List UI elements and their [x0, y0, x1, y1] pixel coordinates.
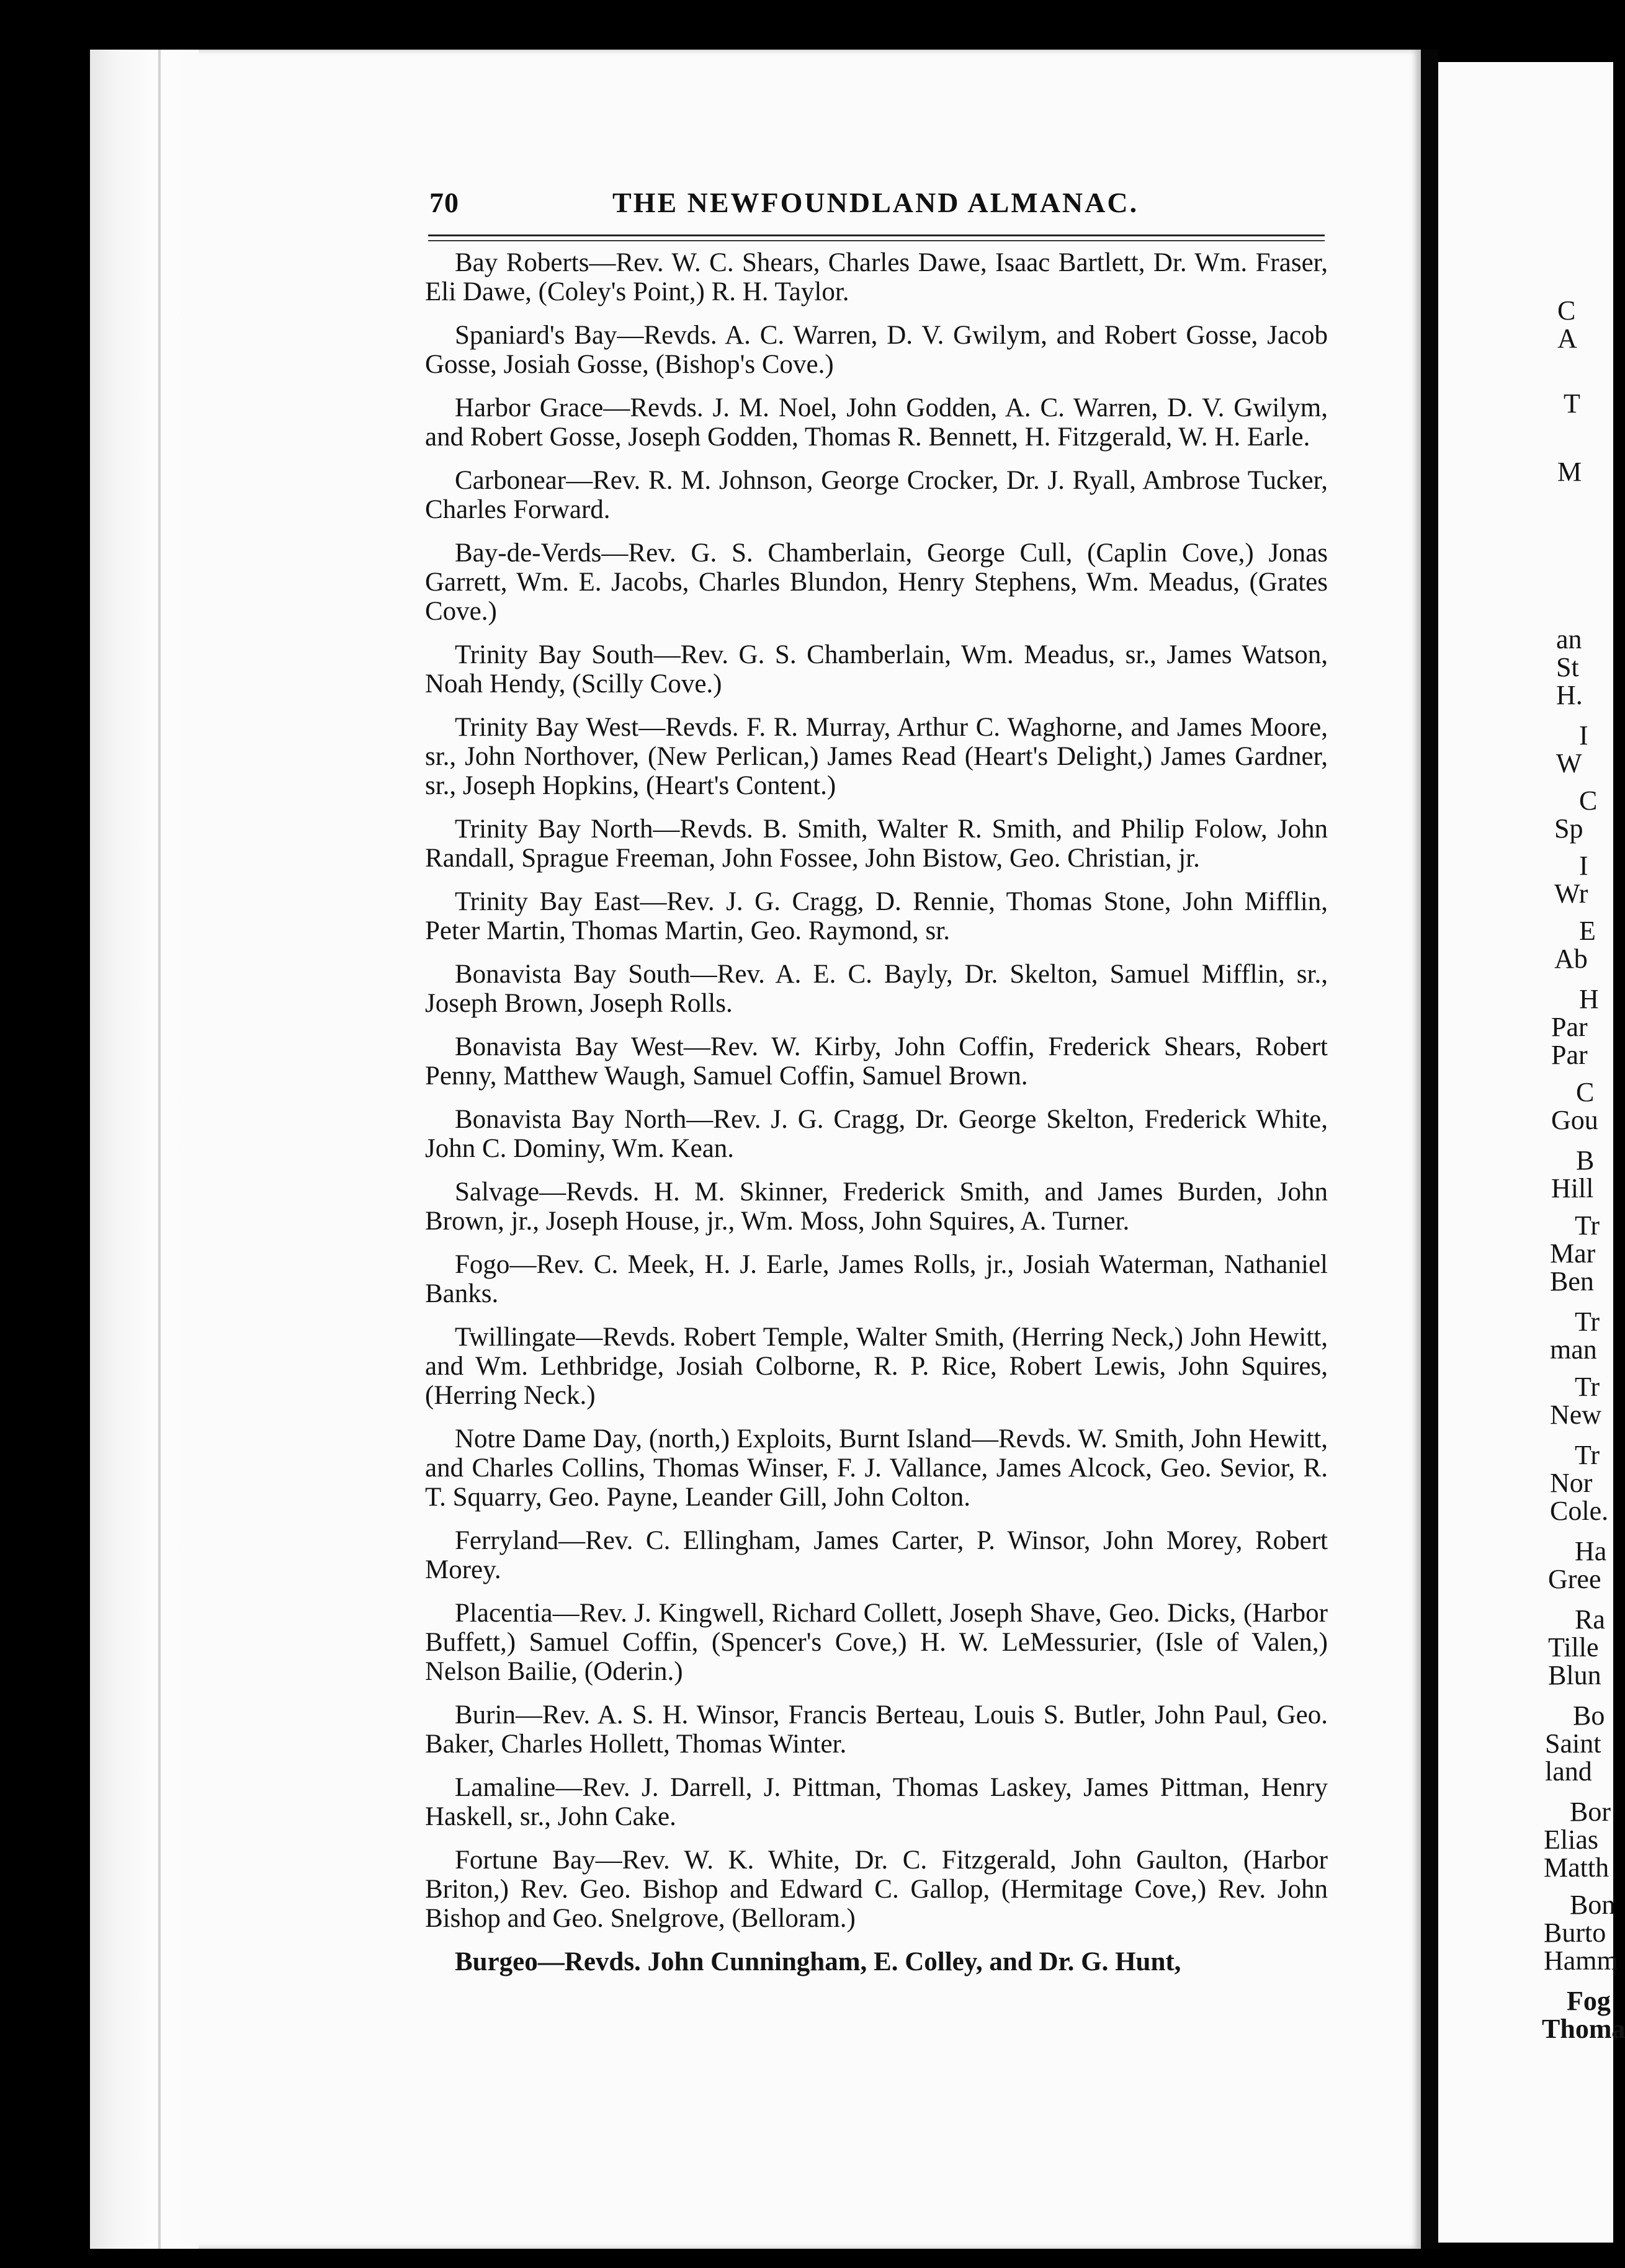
- facing-fragment: Bor: [1570, 1797, 1611, 1827]
- district-entry: Notre Dame Day, (north,) Exploits, Burnt Island—Revds. W. Smith, John Hewitt, and Charles Collins, Thomas Winser, F. J. Vallance, James Alcock, Geo. Sevior, R. T. Squarry, Geo. Payne, Leander Gill, John Colton.: [425, 1424, 1328, 1512]
- page-edge-line: [158, 50, 161, 2249]
- district-entry: Trinity Bay West—Revds. F. R. Murray, Arthur C. Waghorne, and James Moore, sr., John Northover, (New Perlican,) James Read (Heart's Delight,) James Gardner, sr., Joseph Hopkins, (Heart's Content.): [425, 713, 1328, 800]
- facing-fragment: Sp: [1554, 813, 1583, 844]
- page-number: 70: [429, 187, 459, 218]
- district-entry: Trinity Bay North—Revds. B. Smith, Walter R. Smith, and Philip Folow, John Randall, Sprague Freeman, John Fossee, John Bistow, Geo. Christian, jr.: [425, 815, 1328, 873]
- facing-fragment: Par: [1551, 1040, 1588, 1070]
- district-entry: Burin—Rev. A. S. H. Winsor, Francis Berteau, Louis S. Butler, John Paul, Geo. Baker, Charles Hollett, Thomas Winter.: [425, 1700, 1328, 1759]
- facing-fragment: Burto: [1544, 1918, 1606, 1948]
- facing-fragment: Cole.: [1550, 1496, 1609, 1526]
- district-entry: Fortune Bay—Rev. W. K. White, Dr. C. Fitzgerald, John Gaulton, (Harbor Briton,) Rev. Geo. Bishop and Edward C. Gallop, (Hermitage Cove,) Rev. John Bishop and Geo. Snelgrove, (Belloram.): [425, 1846, 1328, 1933]
- page-header: [429, 186, 1329, 230]
- district-entry: Bonavista Bay South—Rev. A. E. C. Bayly, Dr. Skelton, Samuel Mifflin, sr., Joseph Brown, Joseph Rolls.: [425, 960, 1328, 1018]
- facing-fragment: C: [1579, 785, 1598, 816]
- header-rule-bottom: [428, 240, 1325, 241]
- facing-page-text: [1526, 0, 1625, 2268]
- facing-fragment: Gree: [1548, 1564, 1601, 1594]
- facing-fragment: Thoma: [1542, 2014, 1625, 2044]
- facing-fragment: Tr: [1575, 1306, 1600, 1337]
- facing-fragment: Blun: [1548, 1660, 1601, 1690]
- district-entry: Bay-de-Verds—Rev. G. S. Chamberlain, George Cull, (Caplin Cove,) Jonas Garrett, Wm. E. Jacobs, Charles Blundon, Henry Stephens, Wm. Meadus, (Grates Cove.): [425, 538, 1328, 626]
- facing-fragment: T: [1564, 388, 1580, 419]
- facing-fragment: A: [1557, 323, 1577, 354]
- district-entry: Bonavista Bay West—Rev. W. Kirby, John Coffin, Frederick Shears, Robert Penny, Matthew Waugh, Samuel Coffin, Samuel Brown.: [425, 1032, 1328, 1091]
- facing-fragment: an: [1556, 624, 1582, 654]
- district-entry: Burgeo—Revds. John Cunningham, E. Colley, and Dr. G. Hunt,: [455, 1947, 1181, 1976]
- facing-fragment: Ra: [1575, 1604, 1605, 1635]
- district-entry: Ferryland—Rev. C. Ellingham, James Carter, P. Winsor, John Morey, Robert Morey.: [425, 1526, 1328, 1584]
- facing-fragment: Tille: [1548, 1632, 1599, 1663]
- facing-fragment: Ab: [1554, 944, 1588, 974]
- facing-fragment: Fog: [1567, 1986, 1611, 2016]
- facing-fragment: B: [1576, 1145, 1595, 1176]
- facing-fragment: man: [1550, 1334, 1597, 1365]
- district-entry: Carbonear—Rev. R. M. Johnson, George Crocker, Dr. J. Ryall, Ambrose Tucker, Charles Forward.: [425, 466, 1328, 524]
- facing-fragment: H.: [1556, 680, 1583, 710]
- facing-fragment: Hill: [1551, 1173, 1594, 1203]
- district-entry: Lamaline—Rev. J. Darrell, J. Pittman, Thomas Laskey, James Pittman, Henry Haskell, sr., John Cake.: [425, 1773, 1328, 1831]
- facing-fragment: Hamm: [1544, 1945, 1618, 1976]
- running-title: THE NEWFOUNDLAND ALMANAC.: [612, 187, 1139, 218]
- facing-fragment: H: [1579, 984, 1599, 1014]
- facing-fragment: C: [1557, 295, 1576, 326]
- district-entry: Trinity Bay South—Rev. G. S. Chamberlain, Wm. Meadus, sr., James Watson, Noah Hendy, (Scilly Cove.): [425, 640, 1328, 699]
- facing-fragment: W: [1556, 748, 1582, 779]
- facing-fragment: Tr: [1575, 1210, 1600, 1241]
- district-entry: Fogo—Rev. C. Meek, H. J. Earle, James Rolls, jr., Josiah Waterman, Nathaniel Banks.: [425, 1250, 1328, 1308]
- district-entry: Trinity Bay East—Rev. J. G. Cragg, D. Rennie, Thomas Stone, John Mifflin, Peter Martin, Thomas Martin, Geo. Raymond, sr.: [425, 887, 1328, 945]
- facing-fragment: I: [1579, 850, 1588, 881]
- facing-fragment: Bo: [1573, 1700, 1605, 1731]
- facing-fragment: Bon: [1570, 1890, 1616, 1920]
- district-entry: Spaniard's Bay—Revds. A. C. Warren, D. V. Gwilym, and Robert Gosse, Jacob Gosse, Josiah Gosse, (Bishop's Cove.): [425, 321, 1328, 379]
- header-rule-top: [428, 234, 1325, 236]
- district-entry: Placentia—Rev. J. Kingwell, Richard Collett, Joseph Shave, Geo. Dicks, (Harbor Buffett,) Samuel Coffin, (Spencer's Cove,) H. W. LeMessurier, (Isle of Valen,) Nelson Bailie, (Oderin.): [425, 1599, 1328, 1686]
- facing-fragment: Elias: [1544, 1824, 1598, 1855]
- facing-fragment: Mar: [1550, 1238, 1596, 1269]
- facing-fragment: C: [1576, 1077, 1595, 1107]
- facing-fragment: Tr: [1575, 1440, 1600, 1470]
- facing-fragment: land: [1545, 1756, 1592, 1787]
- page-edge-shading: [90, 50, 199, 2249]
- facing-fragment: Par: [1551, 1012, 1588, 1042]
- district-entry: Bonavista Bay North—Rev. J. G. Cragg, Dr. George Skelton, Frederick White, John C. Dominy, Wm. Kean.: [425, 1105, 1328, 1163]
- facing-fragment: St: [1556, 652, 1579, 682]
- facing-fragment: Matth: [1544, 1852, 1609, 1883]
- facing-fragment: Gou: [1551, 1105, 1598, 1135]
- district-entry: Twillingate—Revds. Robert Temple, Walter Smith, (Herring Neck,) John Hewitt, and Wm. Lethbridge, Josiah Colborne, R. P. Rice, Robert Lewis, John Squires, (Herring Neck.): [425, 1323, 1328, 1410]
- facing-fragment: E: [1579, 916, 1596, 946]
- district-entry: Bay Roberts—Rev. W. C. Shears, Charles Dawe, Isaac Bartlett, Dr. Wm. Fraser, Eli Dawe, (Coley's Point,) R. H. Taylor.: [425, 248, 1328, 306]
- district-entry: Harbor Grace—Revds. J. M. Noel, John Godden, A. C. Warren, D. V. Gwilym, and Robert Gosse, Joseph Godden, Thomas R. Bennett, H. Fitzgerald, W. H. Earle.: [425, 393, 1328, 452]
- facing-fragment: Saint: [1545, 1728, 1601, 1759]
- facing-fragment: Ha: [1575, 1536, 1607, 1566]
- facing-fragment: I: [1579, 720, 1588, 751]
- facing-fragment: M: [1557, 457, 1582, 487]
- facing-fragment: Tr: [1575, 1372, 1600, 1402]
- body-text: [425, 248, 1328, 1991]
- facing-fragment: Ben: [1550, 1266, 1594, 1297]
- district-entry: Salvage—Revds. H. M. Skinner, Frederick Smith, and James Burden, John Brown, jr., Joseph House, jr., Wm. Moss, John Squires, A. Turner.: [425, 1177, 1328, 1236]
- facing-fragment: Wr: [1554, 878, 1588, 909]
- book-gutter: [1421, 50, 1438, 2249]
- facing-fragment: Nor: [1550, 1468, 1593, 1498]
- facing-fragment: New: [1550, 1400, 1602, 1430]
